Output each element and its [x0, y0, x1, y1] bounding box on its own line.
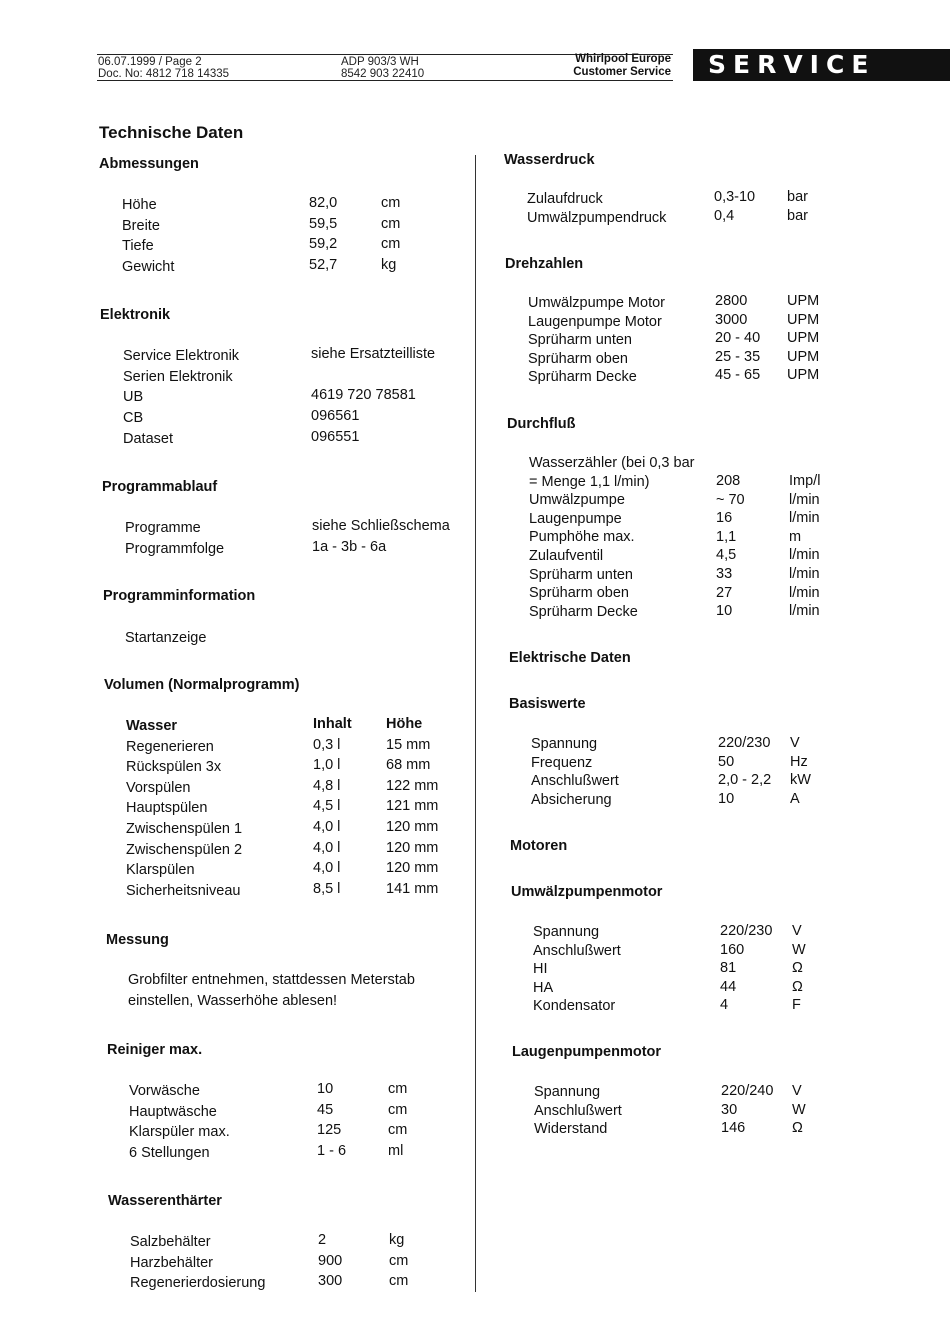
row-unit: V: [792, 1083, 802, 1099]
abmessungen-units: [381, 194, 421, 277]
section-heading-reiniger: Reiniger max.: [107, 1042, 203, 1058]
row-unit: A: [790, 790, 800, 807]
basiswerte-values: [718, 734, 790, 808]
row-value: 27: [716, 584, 733, 601]
row-unit: kg: [389, 1232, 405, 1248]
row-unit: l/min: [789, 547, 820, 564]
programmablauf-labels: [125, 519, 305, 560]
row-label: Klarspülen: [126, 862, 195, 879]
row-value: 45: [317, 1101, 334, 1118]
row-value: 82,0: [309, 195, 338, 211]
row-unit: cm: [381, 215, 401, 232]
row-value: 096551: [311, 428, 360, 445]
row-inhalt: 4,8 l: [313, 777, 341, 794]
row-hoehe: 122 mm: [386, 777, 439, 794]
row-label: Rückspülen 3x: [126, 759, 222, 776]
section-heading-programminformation: Programminformation: [103, 588, 256, 604]
header-model: ADP 903/3 WH: [341, 56, 419, 68]
row-value: 146: [721, 1120, 746, 1137]
section-heading-basiswerte: Basiswerte: [509, 696, 586, 712]
wasserenthaerter-units: [389, 1231, 429, 1293]
row-label: Breite: [122, 217, 160, 234]
row-label: Salzbehälter: [130, 1234, 211, 1250]
reiniger-labels: [129, 1082, 309, 1165]
wasserdruck-values: [714, 188, 784, 225]
row-label: Sprüharm oben: [529, 585, 629, 602]
row-label: Regenerierdosierung: [130, 1275, 266, 1292]
row-label: Zwischenspülen 2: [126, 841, 243, 858]
row-unit: UPM: [787, 293, 820, 309]
section-heading-volumen: Volumen (Normalprogramm): [104, 677, 300, 693]
row-label: Gewicht: [122, 259, 175, 276]
wasserenthaerter-labels: [130, 1233, 310, 1295]
row-value: 81: [720, 960, 737, 977]
row-value: 2,0 - 2,2: [718, 772, 772, 789]
row-label: Widerstand: [534, 1121, 608, 1138]
abmessungen-labels: [122, 196, 302, 279]
row-value: ~ 70: [716, 491, 745, 508]
programminformation-text: Startanzeige: [125, 630, 207, 646]
row-value: 10: [716, 603, 733, 620]
row-label: Sprüharm Decke: [528, 369, 637, 386]
row-value: 1 - 6: [317, 1143, 347, 1160]
row-unit: UPM: [787, 330, 820, 347]
row-label: Höhe: [122, 197, 157, 213]
row-inhalt: 4,0 l: [313, 839, 341, 856]
umwaelzpumpenmotor-units: [792, 922, 842, 1015]
section-heading-elektronik: Elektronik: [100, 307, 171, 323]
row-unit: kg: [381, 257, 397, 274]
row-unit: Ω: [792, 1120, 803, 1137]
section-heading-messung: Messung: [106, 932, 169, 948]
header-date-page: 06.07.1999 / Page 2: [98, 56, 202, 68]
row-value: [311, 366, 481, 387]
row-unit: F: [792, 997, 801, 1014]
row-label: Frequenz: [531, 754, 593, 771]
header-doc-no: Doc. No: 4812 718 14335: [98, 68, 230, 80]
row-hoehe: 120 mm: [386, 860, 439, 877]
row-label: Anschlußwert: [533, 942, 621, 959]
row-unit: UPM: [787, 311, 820, 328]
row-label: Sprüharm unten: [529, 566, 633, 583]
row-unit: l/min: [789, 491, 820, 508]
row-hoehe: 120 mm: [386, 818, 439, 835]
reiniger-values: [317, 1080, 377, 1163]
row-inhalt: 4,5 l: [313, 798, 341, 815]
row-label: Programme: [125, 520, 201, 536]
row-value: 10: [317, 1081, 334, 1097]
row-value: 1a - 3b - 6a: [312, 538, 387, 555]
row-label: Pumphöhe max.: [529, 529, 635, 546]
section-heading-umwaelzpumpenmotor: Umwälzpumpenmotor: [511, 884, 663, 900]
volumen-col-hoehe: [386, 715, 466, 900]
row-hoehe: 15 mm: [386, 736, 431, 753]
row-value: 45 - 65: [715, 367, 761, 384]
row-label: Sprüharm unten: [528, 332, 632, 349]
row-value: 52,7: [309, 257, 338, 274]
laugenpumpenmotor-units: [792, 1082, 842, 1138]
section-heading-motoren: Motoren: [510, 838, 568, 854]
row-label: Hauptwäsche: [129, 1103, 217, 1120]
row-label: Zulaufventil: [529, 547, 604, 564]
row-label: = Menge 1,1 l/min): [529, 473, 650, 490]
row-hoehe: 121 mm: [386, 798, 439, 815]
section-heading-drehzahlen: Drehzahlen: [505, 256, 584, 272]
row-value: siehe Ersatzteilliste: [311, 346, 436, 362]
wasserdruck-units: [787, 188, 837, 225]
row-unit: cm: [389, 1252, 409, 1269]
row-unit: Ω: [792, 978, 803, 995]
row-label: Serien Elektronik: [123, 368, 233, 385]
row-value: 20 - 40: [715, 330, 761, 347]
section-heading-elektrische-daten: Elektrische Daten: [509, 650, 631, 666]
row-label: Programmfolge: [125, 540, 225, 557]
durchfluss-values: [716, 472, 786, 621]
row-unit: l/min: [789, 566, 820, 583]
header-company: Whirlpool Europe: [575, 53, 671, 65]
row-unit: bar: [787, 207, 808, 224]
row-label: Zwischenspülen 1: [126, 820, 243, 837]
column-divider: [475, 155, 476, 1292]
row-value: 0,3-10: [714, 189, 756, 205]
row-label: 6 Stellungen: [129, 1145, 210, 1162]
row-value: 16: [716, 510, 733, 527]
laugenpumpenmotor-labels: [534, 1083, 714, 1139]
row-value: 2800: [715, 293, 748, 309]
row-value: 3000: [715, 311, 748, 328]
section-heading-durchfluss: Durchfluß: [507, 416, 576, 432]
row-label: HA: [533, 979, 554, 996]
laugenpumpenmotor-values: [721, 1082, 793, 1138]
section-heading-programmablauf: Programmablauf: [102, 479, 218, 495]
row-value: 4: [720, 997, 729, 1014]
abmessungen-values: [309, 194, 379, 277]
row-unit: l/min: [789, 510, 820, 527]
row-hoehe: 141 mm: [386, 880, 439, 897]
row-unit: Imp/l: [789, 473, 821, 490]
row-value: 30: [721, 1101, 738, 1118]
row-value: 208: [716, 473, 741, 490]
row-value: 33: [716, 566, 733, 583]
drehzahlen-units: [787, 292, 837, 385]
row-label: Kondensator: [533, 998, 616, 1015]
row-value: siehe Schließschema: [312, 518, 450, 534]
row-inhalt: 4,0 l: [313, 860, 341, 877]
section-heading-abmessungen: Abmessungen: [99, 156, 199, 172]
row-value: 4619 720 78581: [311, 387, 416, 404]
row-value: 4,5: [716, 547, 737, 564]
row-value: 2: [318, 1232, 327, 1248]
basiswerte-labels: [531, 735, 711, 809]
messung-line-1: Grobfilter entnehmen, stattdessen Meterstab: [128, 972, 415, 988]
row-unit: cm: [381, 195, 401, 211]
row-label: Tiefe: [122, 238, 154, 255]
row-inhalt: 0,3 l: [313, 736, 341, 753]
section-heading-wasserdruck: Wasserdruck: [504, 152, 595, 168]
drehzahlen-values: [715, 292, 785, 385]
row-value: 59,2: [309, 236, 338, 253]
page-title: Technische Daten: [99, 123, 244, 142]
umwaelzpumpenmotor-values: [720, 922, 792, 1015]
row-value: 1,1: [716, 528, 737, 545]
durchfluss-labels: [529, 473, 709, 622]
row-unit: V: [792, 923, 802, 939]
row-inhalt: 1,0 l: [313, 757, 341, 774]
row-label: Umwälzpumpe: [529, 492, 625, 509]
row-value: 0,4: [714, 207, 735, 224]
row-unit: cm: [388, 1081, 408, 1097]
row-label: HI: [533, 961, 548, 978]
row-label: Dataset: [123, 430, 173, 447]
row-label: Spannung: [531, 736, 598, 752]
row-unit: kW: [790, 772, 811, 789]
row-label: Zulaufdruck: [527, 191, 603, 207]
volumen-col-inhalt: [313, 715, 383, 900]
header-model-no: 8542 903 22410: [341, 68, 425, 80]
row-unit: Ω: [792, 960, 803, 977]
row-inhalt: 8,5 l: [313, 880, 341, 897]
wasserenthaerter-values: [318, 1231, 378, 1293]
basiswerte-units: [790, 734, 840, 808]
row-value: 300: [318, 1273, 343, 1290]
volumen-header-inhalt: Inhalt: [313, 716, 352, 732]
row-value: 220/230: [718, 735, 771, 751]
header-bottom-rule: [97, 80, 673, 81]
row-value: 125: [317, 1122, 342, 1139]
row-value: 096561: [311, 408, 360, 425]
row-label: Sprüharm oben: [528, 350, 628, 367]
row-value: 220/240: [721, 1083, 774, 1099]
messung-line-2: einstellen, Wasserhöhe ablesen!: [128, 993, 338, 1009]
row-label: Hauptspülen: [126, 800, 208, 817]
row-unit: l/min: [789, 584, 820, 601]
row-unit: l/min: [789, 603, 820, 620]
row-unit: UPM: [787, 367, 820, 384]
row-label: Umwälzpumpendruck: [527, 209, 667, 226]
elektronik-labels: [123, 347, 308, 450]
row-label: Anschlußwert: [531, 773, 619, 790]
row-unit: Hz: [790, 753, 808, 770]
row-label: Umwälzpumpe Motor: [528, 295, 665, 311]
row-label: Anschlußwert: [534, 1102, 622, 1119]
section-heading-laugenpumpenmotor: Laugenpumpenmotor: [512, 1044, 662, 1060]
header-dept: Customer Service: [573, 66, 671, 78]
row-label: Laugenpumpe Motor: [528, 313, 662, 330]
row-value: 25 - 35: [715, 348, 761, 365]
reiniger-units: [388, 1080, 428, 1163]
row-unit: W: [792, 941, 806, 958]
row-label: Sicherheitsniveau: [126, 882, 241, 899]
row-label: Sprüharm Decke: [529, 603, 638, 620]
row-label: Spannung: [534, 1084, 601, 1100]
row-label: UB: [123, 389, 144, 406]
row-unit: cm: [388, 1122, 408, 1139]
row-label: Absicherung: [531, 791, 612, 808]
row-label: Vorwäsche: [129, 1083, 200, 1099]
row-unit: bar: [787, 189, 808, 205]
volumen-col-wasser: [126, 717, 311, 902]
elektronik-values: [311, 345, 481, 448]
durchfluss-note: Wasserzähler (bei 0,3 bar: [529, 455, 695, 471]
row-label: Spannung: [533, 924, 600, 940]
row-unit: V: [790, 735, 800, 751]
section-heading-wasserenthaerter: Wasserenthärter: [108, 1193, 222, 1209]
row-hoehe: 68 mm: [386, 757, 431, 774]
row-unit: UPM: [787, 348, 820, 365]
row-unit: cm: [389, 1273, 409, 1290]
row-label: Vorspülen: [126, 779, 191, 796]
row-label: Laugenpumpe: [529, 510, 622, 527]
volumen-header-hoehe: Höhe: [386, 716, 423, 732]
row-unit: cm: [388, 1101, 408, 1118]
drehzahlen-labels: [528, 294, 708, 387]
service-banner: SERVICE: [693, 49, 950, 81]
row-unit: m: [789, 528, 802, 545]
row-value: 59,5: [309, 215, 338, 232]
row-unit: ml: [388, 1143, 404, 1160]
row-label: Regenerieren: [126, 738, 214, 755]
row-unit: cm: [381, 236, 401, 253]
row-label: CB: [123, 410, 144, 427]
volumen-header-wasser: Wasser: [126, 718, 178, 734]
row-value: 10: [718, 790, 735, 807]
wasserdruck-labels: [527, 190, 707, 227]
row-label: Service Elektronik: [123, 348, 240, 364]
row-hoehe: 120 mm: [386, 839, 439, 856]
row-label: Harzbehälter: [130, 1254, 214, 1271]
row-inhalt: 4,0 l: [313, 818, 341, 835]
row-value: 900: [318, 1252, 343, 1269]
row-label: Klarspüler max.: [129, 1124, 230, 1141]
row-value: 44: [720, 978, 737, 995]
row-unit: W: [792, 1101, 806, 1118]
row-value: 220/230: [720, 923, 773, 939]
row-value: 50: [718, 753, 735, 770]
durchfluss-units: [789, 472, 839, 621]
programmablauf-values: [312, 517, 482, 558]
row-value: 160: [720, 941, 745, 958]
umwaelzpumpenmotor-labels: [533, 923, 713, 1016]
